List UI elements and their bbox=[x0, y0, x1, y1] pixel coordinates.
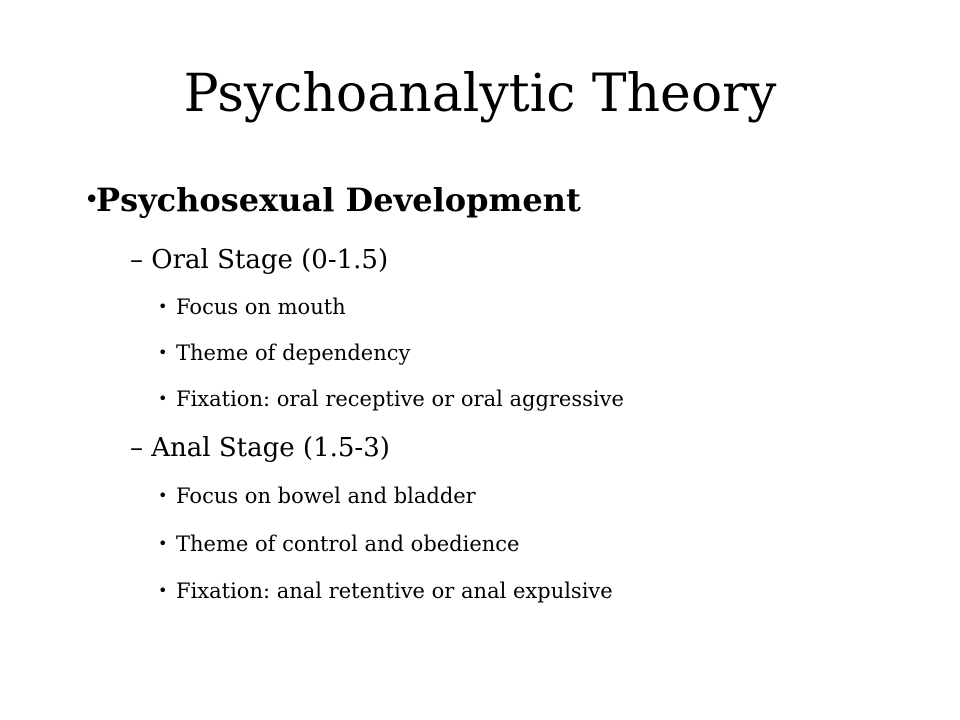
list-item-text: Fixation: oral receptive or oral aggressive bbox=[176, 387, 624, 411]
list-item-text: Fixation: anal retentive or anal expulsive bbox=[176, 579, 613, 603]
list-item bbox=[158, 576, 838, 606]
oral-stage-label: – Oral Stage (0-1.5) bbox=[130, 245, 389, 275]
list-item bbox=[158, 529, 758, 559]
bullet-icon: • bbox=[158, 534, 168, 553]
list-item bbox=[158, 481, 758, 511]
bullet-icon: • bbox=[158, 343, 168, 362]
anal-stage-label: – Anal Stage (1.5-3) bbox=[130, 433, 390, 463]
bullet-icon: • bbox=[84, 185, 100, 215]
list-item-text: Focus on bowel and bladder bbox=[176, 484, 476, 508]
slide-title: Psychoanalytic Theory bbox=[183, 64, 777, 124]
list-item-text: Theme of dependency bbox=[176, 341, 411, 365]
heading-text: Psychosexual Development bbox=[96, 181, 581, 219]
list-item bbox=[158, 384, 838, 414]
bullet-icon: • bbox=[158, 297, 168, 316]
bullet-icon: • bbox=[158, 486, 168, 505]
list-item bbox=[158, 338, 758, 368]
list-item-text: Focus on mouth bbox=[176, 295, 346, 319]
list-item-text: Theme of control and obedience bbox=[176, 532, 520, 556]
heading-bullet-item bbox=[84, 178, 784, 222]
bullet-icon: • bbox=[158, 389, 168, 408]
list-item bbox=[158, 292, 758, 322]
bullet-icon: • bbox=[158, 581, 168, 600]
